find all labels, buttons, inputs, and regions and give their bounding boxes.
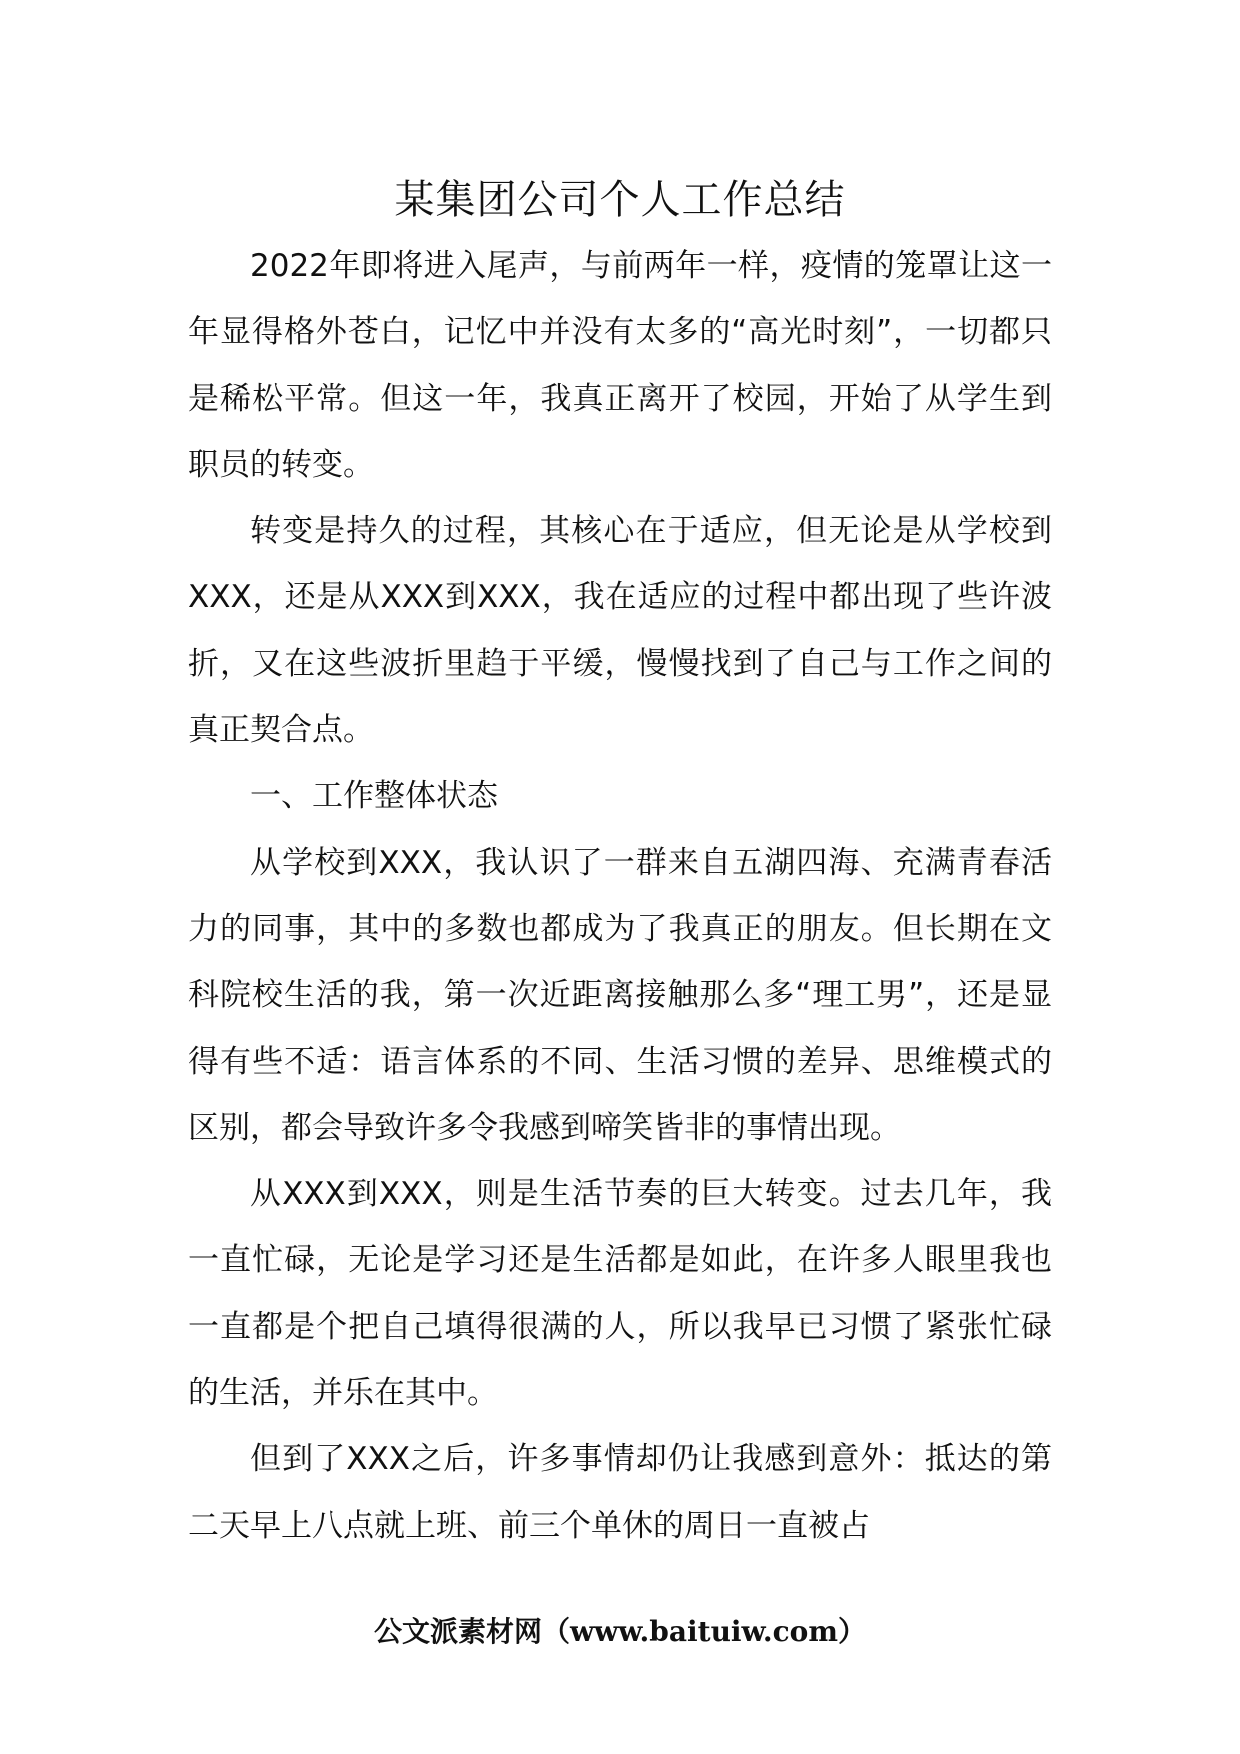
document-body (188, 233, 1052, 1559)
document-title: 某集团公司个人工作总结 (394, 177, 846, 223)
footer-watermark: 公文派素材网（www.baituiw.com） (374, 1615, 866, 1648)
paragraph-transition: 转变是持久的过程，其核心在于适应，但无论是从学校到XXX，还是从XXX到XXX，我在适应的过程中都出现了些许波折，又在这些波折里趋于平缓，慢慢找到了自己与工作之间的真正契合点。 (188, 513, 1052, 749)
paragraph-intro: 2022年即将进入尾声，与前两年一样，疫情的笼罩让这一年显得格外苍白，记忆中并没有太多的“高光时刻”，一切都只是稀松平常。但这一年，我真正离开了校园，开始了从学生到职员的转变。 (188, 248, 1052, 483)
paragraph-surprises: 但到了XXX之后，许多事情却仍让我感到意外：抵达的第二天早上八点就上班、前三个单休的周日一直被占 (188, 1441, 1052, 1544)
paragraph-colleagues: 从学校到XXX，我认识了一群来自五湖四海、充满青春活力的同事，其中的多数也都成为了我真正的朋友。但长期在文科院校生活的我，第一次近距离接触那么多“理工男”，还是显得有些不适：语言体系的不同、生活习惯的差异、思维模式的区别，都会导致许多令我感到啼笑皆非的事情出现。 (188, 844, 1052, 1146)
section-heading-work-status: 一、工作整体状态 (250, 778, 498, 815)
paragraph-life-rhythm: 从XXX到XXX，则是生活节奏的巨大转变。过去几年，我一直忙碌，无论是学习还是生活都是如此，在许多人眼里我也一直都是个把自己填得很满的人，所以我早已习惯了紧张忙碌的生活，并乐在其中。 (188, 1176, 1052, 1412)
